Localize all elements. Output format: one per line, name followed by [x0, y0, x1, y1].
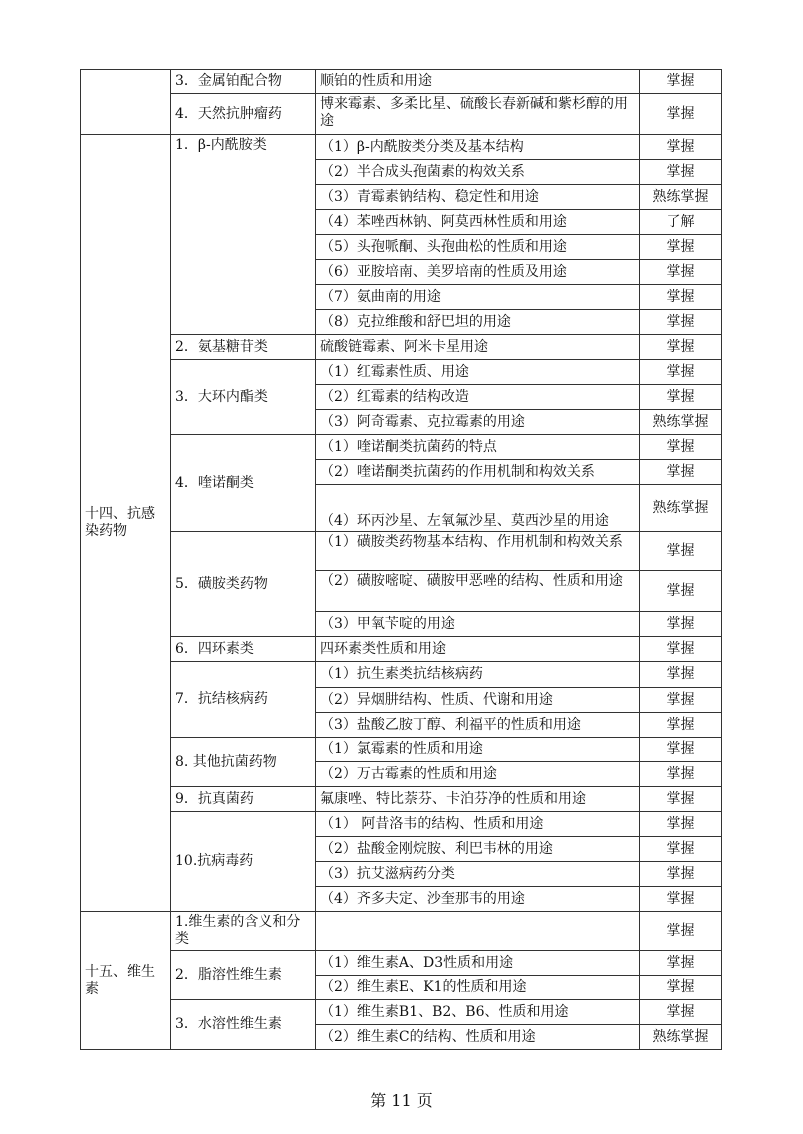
level-cell-text: 掌握	[666, 288, 695, 305]
item-cell-text: （2）万古霉素的性质和用途	[320, 765, 497, 782]
unit-cell	[171, 532, 316, 637]
level-cell-text: 掌握	[666, 979, 695, 995]
level-cell	[640, 410, 722, 435]
level-cell-text: 掌握	[666, 765, 695, 782]
level-cell	[640, 160, 722, 185]
item-cell	[316, 94, 640, 135]
item-cell	[316, 787, 640, 812]
item-cell-text: （3）阿奇霉素、克拉霉素的用途	[320, 413, 525, 430]
level-cell-text: 掌握	[666, 640, 695, 657]
category-cell-text: 十五、维生素	[85, 963, 155, 997]
item-cell	[316, 235, 640, 260]
level-cell-text: 掌握	[666, 865, 695, 882]
unit-cell	[171, 94, 316, 135]
level-cell-text: 掌握	[666, 263, 695, 280]
level-cell-text: 掌握	[666, 388, 695, 405]
item-cell	[316, 385, 640, 410]
item-cell-text: （2）红霉素的结构改造	[320, 388, 469, 405]
item-cell	[316, 135, 640, 160]
level-cell-text: 掌握	[666, 105, 695, 122]
item-cell	[316, 738, 640, 762]
level-cell-text: 掌握	[666, 163, 695, 180]
unit-cell-text: 2．脂溶性维生素	[175, 966, 282, 983]
item-cell	[316, 410, 640, 435]
item-cell	[316, 662, 640, 688]
level-cell	[640, 135, 722, 160]
unit-cell	[171, 787, 316, 812]
level-cell	[640, 360, 722, 385]
item-cell	[316, 260, 640, 285]
unit-cell-text: 7．抗结核病药	[175, 691, 268, 707]
level-cell-text: 掌握	[666, 890, 695, 907]
item-cell-text: （1） 阿昔洛韦的结构、性质和用途	[320, 815, 544, 832]
level-cell-text: 掌握	[666, 138, 695, 155]
unit-cell	[171, 435, 316, 532]
item-cell-text: （4）苯唑西林钠、阿莫西林性质和用途	[320, 213, 567, 230]
item-cell	[316, 69, 640, 94]
item-cell-text: （4）环丙沙星、左氧氟沙星、莫西沙星的用途	[320, 513, 609, 529]
item-cell-text: （1）维生素A、D3性质和用途	[320, 954, 514, 971]
level-cell	[640, 1025, 722, 1050]
level-cell	[640, 951, 722, 976]
level-cell-text: 掌握	[666, 582, 695, 599]
unit-cell-text: 1．β-内酰胺类	[175, 137, 267, 153]
item-cell	[316, 951, 640, 976]
unit-cell	[171, 637, 316, 662]
item-cell-text: （2）维生素E、K1的性质和用途	[320, 979, 527, 995]
level-cell	[640, 787, 722, 812]
item-cell	[316, 912, 640, 951]
level-cell	[640, 762, 722, 787]
unit-cell-text: 10.抗病毒药	[175, 853, 254, 869]
level-cell	[640, 688, 722, 713]
level-cell	[640, 460, 722, 485]
item-cell-text: （2）磺胺嘧啶、磺胺甲恶唑的结构、性质和用途	[320, 573, 623, 589]
item-cell-text: 硫酸链霉素、阿米卡星用途	[320, 338, 488, 355]
level-cell-text: 掌握	[666, 438, 695, 455]
item-cell-text: （1）喹诺酮类抗菌药的特点	[320, 438, 497, 455]
unit-cell-text: 2．氨基糖苷类	[175, 338, 268, 355]
level-cell	[640, 887, 722, 912]
item-cell-text: （4）齐多夫定、沙奎那韦的用途	[320, 890, 525, 907]
item-cell-text: （1）β-内酰胺类分类及基本结构	[320, 138, 524, 155]
item-cell-text: 四环素类性质和用途	[320, 640, 446, 657]
level-cell	[640, 285, 722, 310]
level-cell-text: 掌握	[666, 954, 695, 971]
item-cell-text: （1）维生素B1、B2、B6、性质和用途	[320, 1003, 569, 1020]
category-cell-text: 十四、抗感染药物	[85, 506, 155, 539]
item-cell-text: （2）盐酸金刚烷胺、利巴韦林的用途	[320, 840, 553, 857]
item-cell-text: （2）喹诺酮类抗菌药的作用机制和构效关系	[320, 463, 595, 480]
level-cell	[640, 812, 722, 837]
level-cell-text: 掌握	[666, 666, 695, 682]
level-cell	[640, 532, 722, 571]
item-cell	[316, 887, 640, 912]
level-cell	[640, 612, 722, 637]
level-cell	[640, 385, 722, 410]
level-cell	[640, 69, 722, 94]
category-cell	[80, 912, 171, 1050]
item-cell-text: （7）氨曲南的用途	[320, 288, 441, 305]
item-cell	[316, 532, 640, 571]
level-cell	[640, 310, 722, 335]
item-cell	[316, 637, 640, 662]
item-cell	[316, 335, 640, 360]
level-cell	[640, 1000, 722, 1025]
unit-cell	[171, 812, 316, 912]
item-cell-text: （1）抗生素类抗结核病药	[320, 666, 483, 682]
level-cell	[640, 235, 722, 260]
item-cell	[316, 1025, 640, 1050]
unit-cell-text: 3．金属铂配合物	[175, 73, 282, 89]
unit-cell-text: 3．水溶性维生素	[175, 1016, 282, 1032]
unit-cell-text: 1.维生素的含义和分类	[175, 914, 301, 947]
item-cell	[316, 310, 640, 335]
item-cell	[316, 837, 640, 862]
unit-cell	[171, 662, 316, 738]
unit-cell	[171, 738, 316, 787]
item-cell-text: （6）亚胺培南、美罗培南的性质及用途	[320, 263, 567, 280]
item-cell	[316, 160, 640, 185]
level-cell	[640, 94, 722, 135]
unit-cell	[171, 912, 316, 951]
level-cell-text: 掌握	[666, 1003, 695, 1020]
level-cell	[640, 260, 722, 285]
item-cell	[316, 571, 640, 612]
level-cell	[640, 485, 722, 532]
level-cell-text: 掌握	[666, 922, 695, 939]
level-cell	[640, 662, 722, 688]
item-cell-text: （2）维生素C的结构、性质和用途	[320, 1028, 536, 1045]
item-cell-text: （2）异烟肼结构、性质、代谢和用途	[320, 691, 553, 708]
unit-cell-text: 3．大环内酯类	[175, 388, 268, 405]
item-cell	[316, 713, 640, 738]
level-cell-text: 熟练掌握	[652, 499, 709, 516]
item-cell	[316, 688, 640, 713]
level-cell-text: 掌握	[666, 338, 695, 355]
category-cell	[80, 135, 171, 912]
level-cell-text: 掌握	[666, 790, 695, 807]
level-cell	[640, 713, 722, 738]
item-cell-text: （2）半合成头孢菌素的构效关系	[320, 163, 525, 180]
level-cell-text: 熟练掌握	[652, 188, 709, 205]
unit-cell	[171, 360, 316, 435]
item-cell	[316, 762, 640, 787]
item-cell	[316, 435, 640, 460]
level-cell-text: 掌握	[666, 840, 695, 857]
level-cell-text: 掌握	[666, 313, 695, 330]
unit-cell	[171, 335, 316, 360]
level-cell-text: 掌握	[666, 815, 695, 832]
level-cell	[640, 185, 722, 210]
level-cell-text: 熟练掌握	[652, 1028, 709, 1045]
category-cell	[80, 69, 171, 135]
item-cell	[316, 185, 640, 210]
level-cell-text: 掌握	[666, 691, 695, 708]
unit-cell-text: 5．磺胺类药物	[175, 575, 268, 592]
level-cell-text: 掌握	[666, 741, 695, 757]
item-cell-text: （1）红霉素性质、用途	[320, 363, 469, 380]
item-cell-text: （1）氯霉素的性质和用途	[320, 741, 483, 757]
item-cell	[316, 976, 640, 1000]
level-cell	[640, 912, 722, 951]
item-cell-text: （3）抗艾滋病药分类	[320, 865, 455, 882]
unit-cell-text: 4．天然抗肿瘤药	[175, 105, 282, 122]
unit-cell	[171, 135, 316, 335]
level-cell	[640, 637, 722, 662]
item-cell-text: （8）克拉维酸和舒巴坦的用途	[320, 313, 511, 330]
level-cell	[640, 862, 722, 887]
item-cell-text: （5）头孢哌酮、头孢曲松的性质和用途	[320, 238, 567, 255]
level-cell-text: 掌握	[666, 73, 695, 89]
item-cell-text: （1）磺胺类药物基本结构、作用机制和构效关系	[320, 534, 623, 550]
level-cell-text: 掌握	[666, 363, 695, 380]
unit-cell-text: 4．喹诺酮类	[175, 474, 254, 491]
level-cell	[640, 571, 722, 612]
level-cell-text: 掌握	[666, 716, 695, 733]
unit-cell	[171, 1000, 316, 1050]
item-cell-text: （3）盐酸乙胺丁醇、利福平的性质和用途	[320, 716, 581, 733]
level-cell-text: 掌握	[666, 542, 695, 559]
level-cell	[640, 976, 722, 1000]
unit-cell-text: 9．抗真菌药	[175, 790, 254, 807]
unit-cell-text: 6．四环素类	[175, 640, 254, 657]
item-cell	[316, 812, 640, 837]
level-cell	[640, 210, 722, 235]
item-cell	[316, 612, 640, 637]
item-cell	[316, 460, 640, 485]
unit-cell	[171, 69, 316, 94]
item-cell	[316, 210, 640, 235]
level-cell-text: 熟练掌握	[652, 413, 709, 430]
item-cell-text: 氟康唑、特比萘芬、卡泊芬净的性质和用途	[320, 790, 586, 807]
item-cell-text: 博来霉素、多柔比星、硫酸长春新碱和紫杉醇的用途	[320, 96, 628, 129]
level-cell	[640, 738, 722, 762]
item-cell	[316, 360, 640, 385]
level-cell-text: 掌握	[666, 463, 695, 480]
item-cell	[316, 285, 640, 310]
item-cell-text: （3）甲氧苄啶的用途	[320, 615, 455, 632]
item-cell-text: （3）青霉素钠结构、稳定性和用途	[320, 188, 539, 205]
level-cell-text: 掌握	[666, 615, 695, 632]
level-cell	[640, 435, 722, 460]
level-cell-text: 掌握	[666, 238, 695, 255]
item-cell	[316, 485, 640, 532]
level-cell	[640, 335, 722, 360]
item-cell-text: 顺铂的性质和用途	[320, 73, 432, 89]
item-cell	[316, 1000, 640, 1025]
item-cell	[316, 862, 640, 887]
level-cell-text: 了解	[666, 213, 695, 230]
level-cell	[640, 837, 722, 862]
page-number: 第 11 页	[370, 1091, 433, 1110]
unit-cell	[171, 951, 316, 1000]
unit-cell-text: 8. 其他抗菌药物	[175, 753, 277, 770]
